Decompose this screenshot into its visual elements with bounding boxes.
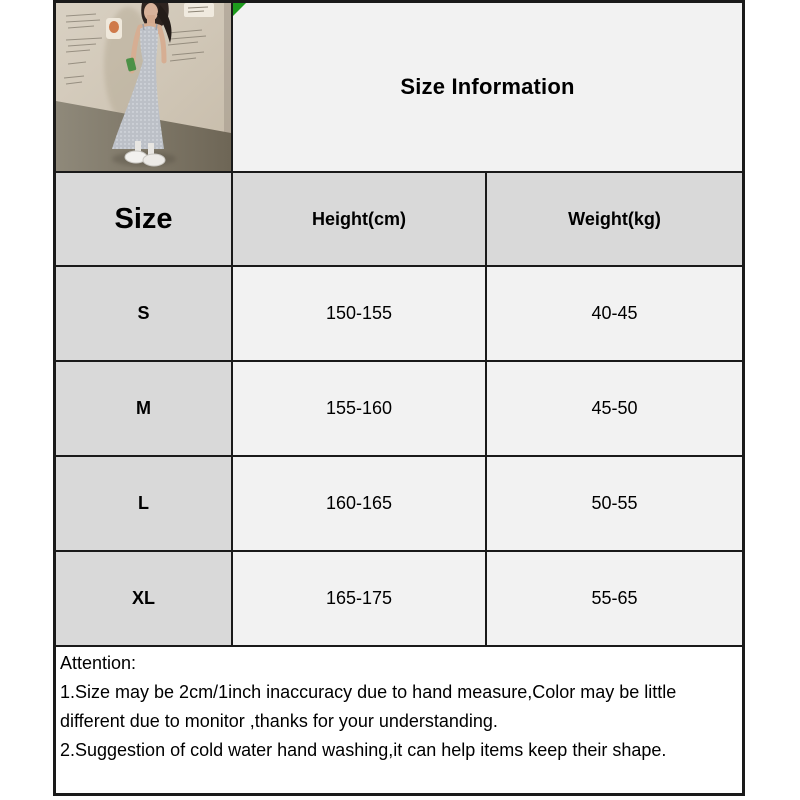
weight-value-l: 50-55 [487,457,742,550]
attention-line-2: different due to monitor ,thanks for your understanding. [60,711,498,731]
title-cell [233,3,742,171]
weight-value-xl: 55-65 [487,552,742,645]
attention-line-1: 1.Size may be 2cm/1inch inaccuracy due to hand measure,Color may be little [60,682,677,702]
size-label-m: M [56,362,231,455]
height-value-s: 150-155 [233,267,485,360]
weight-value-m: 45-50 [487,362,742,455]
product-photo [56,3,231,171]
product-photo-illustration [56,3,231,171]
weight-value-s: 40-45 [487,267,742,360]
size-label-s: S [56,267,231,360]
height-value-m: 155-160 [233,362,485,455]
attention-line-3: 2.Suggestion of cold water hand washing,it can help items keep their shape. [60,740,667,760]
col-header-height: Height(cm) [233,173,485,265]
size-label-xl: XL [56,552,231,645]
size-table [53,0,745,796]
height-value-l: 160-165 [233,457,485,550]
col-header-size: Size [56,173,231,265]
col-header-weight: Weight(kg) [487,173,742,265]
height-value-xl: 165-175 [233,552,485,645]
attention-heading: Attention: [60,653,137,673]
green-corner-flag-icon [233,3,246,16]
page-title: Size Information [400,74,575,99]
attention-note [56,647,742,793]
size-label-l: L [56,457,231,550]
